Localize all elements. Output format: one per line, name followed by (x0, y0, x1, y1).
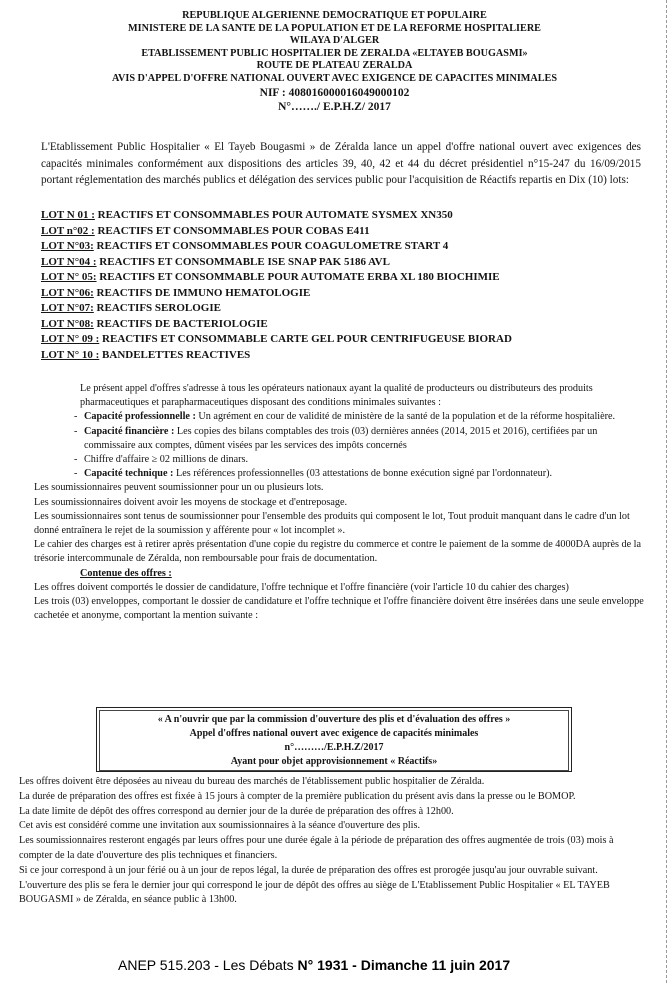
header-line-5: ROUTE DE PLATEAU ZERALDA (256, 60, 413, 72)
capacity-item: - Capacité technique : Les références professionnelles (03 attestations de bonne exécution signé par l'ordonnateur). (34, 467, 649, 481)
capacity-item: - Capacité professionnelle : Un agrément en cour de validité de ministère de la santé de la population et de la réforme hospitalière. (34, 410, 649, 424)
paragraph: Les trois (03) enveloppes, comportant le dossier de candidature et l'offre technique et l'offre financière doivent être insérées dans une seule enveloppe cachetée et anonyme, comportant la mention suivante : (34, 596, 644, 622)
nif: NIF : 408016000016049000102 (259, 86, 410, 99)
header-line-4: ETABLISSEMENT PUBLIC HOSPITALIER DE ZERALDA «ELTAYEB BOUGASMI» (141, 47, 528, 59)
conditions-intro: Le présent appel d'offres s'adresse à tous les opérateurs nationaux ayant la qualité de producteurs ou distributeurs des produits pharmaceutiques et parapharmaceutiques disposant des conditions minimales suivantes : (80, 383, 593, 409)
lot-item: LOT N°03: REACTIFS ET CONSOMMABLES POUR COAGULOMETRE START 4 (41, 240, 449, 252)
publication-footer (118, 957, 510, 973)
paragraph: La date limite de dépôt des offres correspond au dernier jour de la durée de préparation des offres à 12h00. (19, 805, 454, 817)
paragraph: Les soumissionnaires doivent avoir les moyens de stockage et d'entreposage. (34, 496, 348, 508)
paragraph: Si ce jour correspond à un jour férié ou à un jour de repos légal, la durée de préparation des offres est prorogée jusqu'au jour ouvrable suivant. (19, 864, 598, 876)
paragraph: Les soumissionnaires resteront engagés par leurs offres pour une durée égale à la période de préparation des offres augmentée de trois (03) mois à compter de la date d'ouverture des plis techniques et financiers. (19, 835, 614, 861)
footer-issue: N° 1931 - Dimanche 11 juin 2017 (297, 957, 511, 973)
footer-source: ANEP 515.203 - Les Débats (118, 957, 298, 973)
reference-number: N°……./ E.P.H.Z/ 2017 (278, 100, 391, 113)
section-title: Contenue des offres : (80, 567, 172, 579)
lot-item: LOT n°02 : REACTIFS ET CONSOMMABLES POUR COBAS E411 (41, 224, 370, 237)
paragraph: Les offres doivent comportés le dossier de candidature, l'offre technique et l'offre financière (voir l'article 10 du cahier des charges) (34, 581, 569, 593)
intro-paragraph: L'Etablissement Public Hospitalier « El Tayeb Bougasmi » de Zéralda lance un appel d'offre national ouvert avec exigences des capacités minimales conformément aux dispositions des articles 39, 40, 42 et 44 du décret présidentiel n°15-247 du 16/09/2015 portant réglementation des marchés publics et délégation des services public pour l'acquisition de Réactifs repartis en Dix (10) lots: (41, 141, 641, 186)
lot-item: LOT N° 10 : BANDELETTES REACTIVES (41, 348, 251, 361)
box-line-4: Ayant pour objet approvisionnement « Réactifs» (230, 756, 438, 767)
paragraph: Cet avis est considéré comme une invitation aux soumissionnaires à la séance d'ouverture des plis. (19, 820, 421, 832)
header-line-3: WILAYA D'ALGER (289, 35, 380, 47)
box-line-1: « A n'ouvrir que par la commission d'ouverture des plis et d'évaluation des offres » (157, 714, 511, 725)
lots-list (41, 208, 641, 363)
paragraph: La durée de préparation des offres est fixée à 15 jours à compter de la première publication du présent avis dans la presse ou le BOMOP. (19, 790, 576, 802)
paragraph: Les offres doivent être déposées au niveau du bureau des marchés de l'établissement public hospitalier de Zéralda. (19, 776, 485, 787)
paragraph: Les soumissionnaires sont tenus de soumissionner pour l'ensemble des produits qui composent le lot, Tout produit manquant dans le cadre d'un lot donné entraînera le rejet de la soumission y afférente pour « lot incomplet ». (34, 510, 630, 537)
header-line-2: MINISTERE DE LA SANTE DE LA POPULATION ET DE LA REFORME HOSPITALIERE (128, 22, 541, 34)
paragraph: Les soumissionnaires peuvent soumissionner pour un ou plusieurs lots. (34, 482, 324, 494)
lot-item: LOT N° 05: REACTIFS ET CONSOMMABLE POUR AUTOMATE ERBA XL 180 BIOCHIMIE (41, 271, 500, 283)
page-edge-divider (665, 0, 667, 983)
paragraph: L'ouverture des plis se fera le dernier jour qui correspond le jour de dépôt des offres au siège de L'Etablissement Public Hospitalier « EL TAYEB BOUGASMI » de Zéralda, en séance public à 13h00. (19, 879, 610, 906)
box-line-3: n°………/E.P.H.Z/2017 (284, 742, 384, 753)
lot-item: LOT N°06: REACTIFS DE IMMUNO HEMATOLOGIE (41, 286, 311, 299)
lot-item: LOT N°08: REACTIFS DE BACTERIOLOGIE (41, 317, 268, 330)
submission-section (19, 775, 649, 908)
envelope-mention-box (96, 707, 572, 772)
box-line-2: Appel d'offres national ouvert avec exigence de capacités minimales (189, 728, 479, 739)
header (30, 10, 639, 114)
conditions-section (34, 382, 649, 623)
lot-item: LOT N 01 : REACTIFS ET CONSOMMABLES POUR AUTOMATE SYSMEX XN350 (41, 209, 453, 221)
capacity-item: - Chiffre d'affaire ≥ 02 millions de dinars. (34, 453, 649, 467)
capacity-item: - Capacité financière : Les copies des bilans comptables des trois (03) dernières années (2014, 2015 et 2016), certifiées par un commissaire aux comptes, dûment visées par les services des impôts concernés (34, 425, 649, 453)
lot-item: LOT N° 09 : REACTIFS ET CONSOMMABLE CARTE GEL POUR CENTRIFUGEUSE BIORAD (41, 333, 512, 345)
lot-item: LOT N°04 : REACTIFS ET CONSOMMABLE ISE SNAP PAK 5186 AVL (41, 255, 390, 268)
header-line-6: AVIS D'APPEL D'OFFRE NATIONAL OUVERT AVEC EXIGENCE DE CAPACITES MINIMALES (111, 72, 558, 84)
header-line-1: REPUBLIQUE ALGERIENNE DEMOCRATIQUE ET POPULAIRE (182, 10, 487, 21)
lot-item: LOT N°07: REACTIFS SEROLOGIE (41, 302, 221, 314)
paragraph: Le cahier des charges est à retirer après présentation d'une copie du registre du commerce et contre le paiement de la somme de 4000DA auprès de la trésorie intercommunale de Zéralda, non remboursable pour frais de documentation. (34, 539, 641, 565)
